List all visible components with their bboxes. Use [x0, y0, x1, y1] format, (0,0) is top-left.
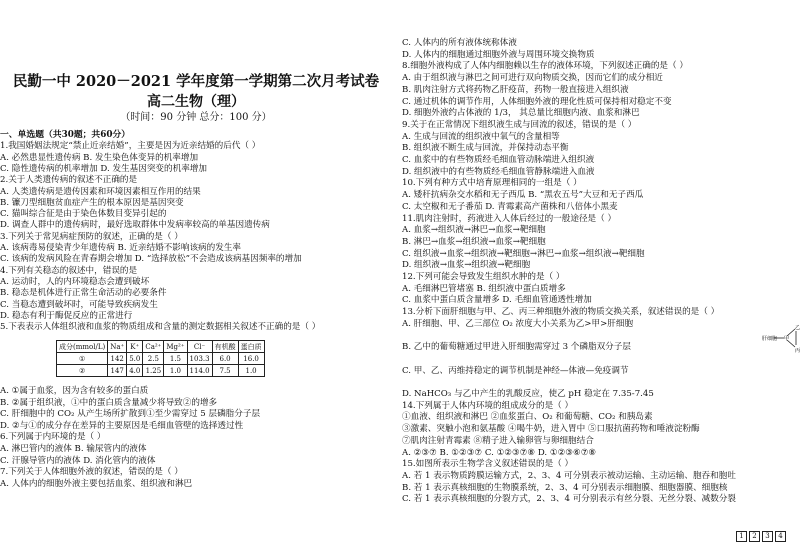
question-line: A. 肝细胞、甲、乙三部位 O₂ 浓度大小关系为乙>甲>肝细胞 — [402, 318, 634, 329]
question-line: D. NaHCO₃ 与乙中产生的乳酸反应，使乙 pH 稳定在 7.35-7.45 — [402, 389, 654, 399]
question-line: A. 矮秆抗病杂交水稻和无子西瓜 B. “黑农五号”大豆和无子西瓜 — [402, 190, 644, 201]
question-line: C. 太空椒和无子番茄 D. 青霉素高产菌株和八倍体小黑麦 — [402, 201, 618, 212]
question-line: A. 生成与回流的组织液中氧气的含量相等 — [402, 131, 560, 142]
question-line: A. 血浆→组织液→淋巴→血浆→靶细胞 — [402, 225, 546, 236]
label-c: 丙 — [795, 348, 801, 354]
table-cell: 1.0 — [164, 365, 187, 377]
page-box: 4 — [775, 531, 786, 542]
table-header-cell: 有机酸 — [212, 341, 238, 353]
exam-title: 民勤一中 2020－2021 学年度第一学期第二次月考试卷 — [12, 73, 380, 90]
question-line: B. 稳态是机体进行正常生命活动的必要条件 — [0, 288, 167, 299]
question-line: A. 该病毒易侵染青少年遗传病 B. 近亲结婚不影响该病的发生率 — [0, 243, 242, 253]
fluid-exchange-svg — [762, 323, 802, 353]
question-line: 3.下列关于常见病症预防的叙述，正确的是（ ） — [0, 231, 183, 242]
table-cell: 6.0 — [212, 353, 238, 365]
table-cell: 114.0 — [187, 365, 212, 377]
question-line: B. 镰刀型细胞贫血症产生的根本原因是基因突变 — [0, 197, 184, 208]
table-cell: 147 — [108, 365, 127, 377]
question-line: A. 毛细淋巴管堵塞 B. 组织液中蛋白质增多 — [402, 283, 566, 294]
question-line: A. 淋巴管内的液体 B. 输尿管内的液体 — [0, 444, 147, 454]
table-header-cell: 蛋白质 — [238, 341, 264, 353]
question-line: 4.下列有关稳态的叙述中，错误的是 — [0, 265, 138, 276]
question-line: B. 淋巴→血浆→组织液→血浆→靶细胞 — [402, 236, 546, 247]
label-b: 乙 — [795, 325, 801, 331]
question-line: ①血液、组织液和淋巴 ②血浆蛋白、O₂ 和葡萄糖、CO₂ 和胰岛素 — [402, 412, 653, 423]
question-line: A. 必然患显性遗传病 B. 发生染色体变异的机率增加 — [0, 152, 199, 163]
question-line: C. 汗腺导管内的液体 D. 消化管内的液体 — [0, 455, 156, 466]
question-line: 11.肌肉注射时，药液进入人体后经过的一般途径是（ ） — [402, 213, 617, 224]
page-number-boxes — [736, 531, 786, 542]
question-line: 13.分析下面肝细胞与甲、乙、丙三种细胞外液的物质交换关系，叙述错误的是（ ） — [402, 307, 720, 318]
table-header-cell: Mg²⁺ — [164, 341, 187, 353]
question-line: 15.如图所表示生物学含义叙述错误的是（ ） — [402, 459, 574, 470]
question-line: B. 乙中的葡萄糖通过甲进入肝细胞需穿过 3 个磷脂双分子层 — [402, 342, 631, 353]
question-line: A. 人类遗传病是遗传因素和环境因素相互作用的结果 — [0, 186, 201, 197]
question-line: B. 若 1 表示真核细胞的生物膜系统，2、3、4 可分别表示细胞膜、细胞器膜、细胞核 — [402, 482, 728, 493]
question-line: 5.下表表示人体组织液和血浆的物质组成和含量的测定数据相关叙述不正确的是（ ） — [0, 322, 321, 333]
table-cell: 1.5 — [164, 353, 187, 365]
question-line: A. ①属于血浆，因为含有较多的蛋白质 — [0, 386, 149, 396]
table-cell: 1.0 — [238, 365, 264, 377]
question-line: 14.下列属于人体内环境的组成成分的是（ ） — [402, 400, 574, 411]
question-line: 1.我国婚姻法规定“禁止近亲结婚”，主要是因为近亲结婚的后代（ ） — [0, 141, 261, 152]
table-header-cell: Na⁺ — [108, 341, 127, 353]
arrow-a-b — [787, 329, 795, 336]
question-line: C. 血浆中蛋白质含量增多 D. 毛细血管通透性增加 — [402, 295, 592, 306]
question-line: ⑦肌肉注射青霉素 ⑧精子进入输卵管与卵细胞结合 — [402, 435, 594, 446]
question-line: 10.下列有种方式中培育原理相同的一组是（ ） — [402, 178, 582, 189]
question-line: D. 稳态有利于酶促反应的正常进行 — [0, 310, 133, 321]
question-line: D. 调查人群中的遗传病时，最好选取群体中发病率较高的单基因遗传病 — [0, 220, 270, 231]
question-line: C. 若 1 表示真核细胞的分裂方式，2、3、4 可分别表示有丝分裂、无丝分裂、减数分裂 — [402, 494, 736, 505]
table-header-cell: Ca²⁺ — [143, 341, 164, 353]
right-column — [402, 0, 801, 550]
page-box: 2 — [749, 531, 760, 542]
page-box: 3 — [762, 531, 773, 542]
question-line: C. 通过机体的调节作用，人体细胞外液的理化性质可保持相对稳定不变 — [402, 96, 672, 107]
question-line: D. 组织液→血浆→组织液→靶细胞 — [402, 260, 531, 271]
question-line: C. 甲、乙、丙维持稳定的调节机制是神经—体液—免疫调节 — [402, 365, 629, 376]
table-row — [57, 353, 265, 365]
table-cell: 1.25 — [143, 365, 164, 377]
question-line: 7.下列关于人体细胞外液的叙述，错误的是（ ） — [0, 467, 183, 478]
question-line: A. ②③⑦ B. ①②③⑦ C. ①②③⑦⑧ D. ①②③⑥⑦⑧ — [402, 447, 597, 458]
question-line: A. 运动时，人的内环境稳态会遭到破坏 — [0, 276, 150, 287]
question-line: 12.下列可能会导致发生组织水肿的是（ ） — [402, 272, 565, 282]
label-a: 甲 — [784, 336, 790, 342]
exam-subject: 高二生物（理） — [147, 94, 245, 110]
left-column — [0, 0, 392, 550]
exam-meta: （时间：90 分钟 总分：100 分） — [120, 112, 272, 123]
table-header-row — [57, 341, 265, 353]
question-line: C. 隐性遗传病的机率增加 D. 发生基因突变的机率增加 — [0, 163, 207, 174]
question-line: 9.关于在正常情况下组织液生成与回流的叙述，错误的是（ ） — [402, 119, 637, 130]
table-cell: 7.5 — [212, 365, 238, 377]
question-line: A. 若 1 表示物质跨膜运输方式，2、3、4 可分别表示被动运输、主动运输、胞吞和胞吐 — [402, 470, 736, 481]
table-cell: ① — [57, 353, 108, 365]
question-line: A. 人体内的细胞外液主要包括血浆、组织液和淋巴 — [0, 478, 193, 489]
table-header-cell: Cl⁻ — [187, 341, 212, 353]
question-line: B. ②属于组织液，①中的蛋白质含量减少将导致②的增多 — [0, 397, 218, 408]
fluid-exchange-diagram — [762, 323, 802, 353]
question-line: D. 组织液中的有些物质经毛细血管静脉端进入血液 — [402, 166, 595, 177]
label-liver: 肝细胞 — [762, 336, 778, 342]
question-line: 8.细胞外液构成了人体内细胞赖以生存的液体环境，下列叙述正确的是（ ） — [402, 61, 688, 72]
question-line: B. 肌肉注射方式将药物乙肝疫苗，药物一般直接进入组织液 — [402, 84, 629, 95]
table-header-cell: K⁺ — [127, 341, 143, 353]
table-cell: 2.5 — [143, 353, 164, 365]
question-line: 6.下列属于内环境的是（ ） — [0, 432, 106, 443]
question-line: D. 人体内的细胞通过细胞外液与周围环境交换物质 — [402, 49, 595, 60]
question-line: C. 人体内的所有液体统称体液 — [402, 38, 517, 48]
table-cell: 4.0 — [127, 365, 143, 377]
question-line: C. 组织液→血浆→组织液→靶细胞→淋巴→血浆→组织液→靶细胞 — [402, 248, 645, 259]
question-line: D. 细胞外液约占体液的 1/3， 其总量比细胞内液、血浆和淋巴 — [402, 108, 640, 119]
composition-table — [56, 340, 265, 377]
question-line: C. 血浆中的有些物质经毛细血管动脉端进入组织液 — [402, 155, 595, 165]
question-line: C. 当稳态遭到破坏时，可能导致疾病发生 — [0, 299, 158, 310]
table-cell: 103.3 — [187, 353, 212, 365]
question-line: 2.关于人类遗传病的叙述不正确的是 — [0, 175, 138, 186]
table-cell: 142 — [108, 353, 127, 365]
question-line: 一、单选题（共30题；共60分） — [0, 130, 131, 140]
table-header-cell: 成分(mmol/L) — [57, 341, 108, 353]
question-line: D. ②与①的成分存在差异的主要原因是毛细血管壁的选择透过性 — [0, 420, 244, 431]
question-line: C. 该病的发病风险在青春期会增加 D. “选择放松”不会造成该病基因频率的增加 — [0, 254, 302, 265]
table-cell: 5.0 — [127, 353, 143, 365]
question-line: A. 由于组织液与淋巴之间可进行双向物质交换，因而它们的成分相近 — [402, 73, 663, 84]
question-line: C. 肝细胞中的 CO₂ 从产生场所扩散到①至少需穿过 5 层磷脂分子层 — [0, 409, 261, 420]
table-cell: 16.0 — [238, 353, 264, 365]
page-box: 1 — [736, 531, 747, 542]
question-line: ③激素、突触小泡和氨基酸 ④喝牛奶，进入胃中 ⑤口服抗菌药物和唾液淀粉酶 — [402, 424, 700, 435]
question-line: B. 组织液不断生成与回流，并保持动态平衡 — [402, 143, 569, 154]
table-row — [57, 365, 265, 377]
table-cell: ② — [57, 365, 108, 377]
question-line: C. 猫叫综合征是由于染色体数目变异引起的 — [0, 209, 167, 220]
